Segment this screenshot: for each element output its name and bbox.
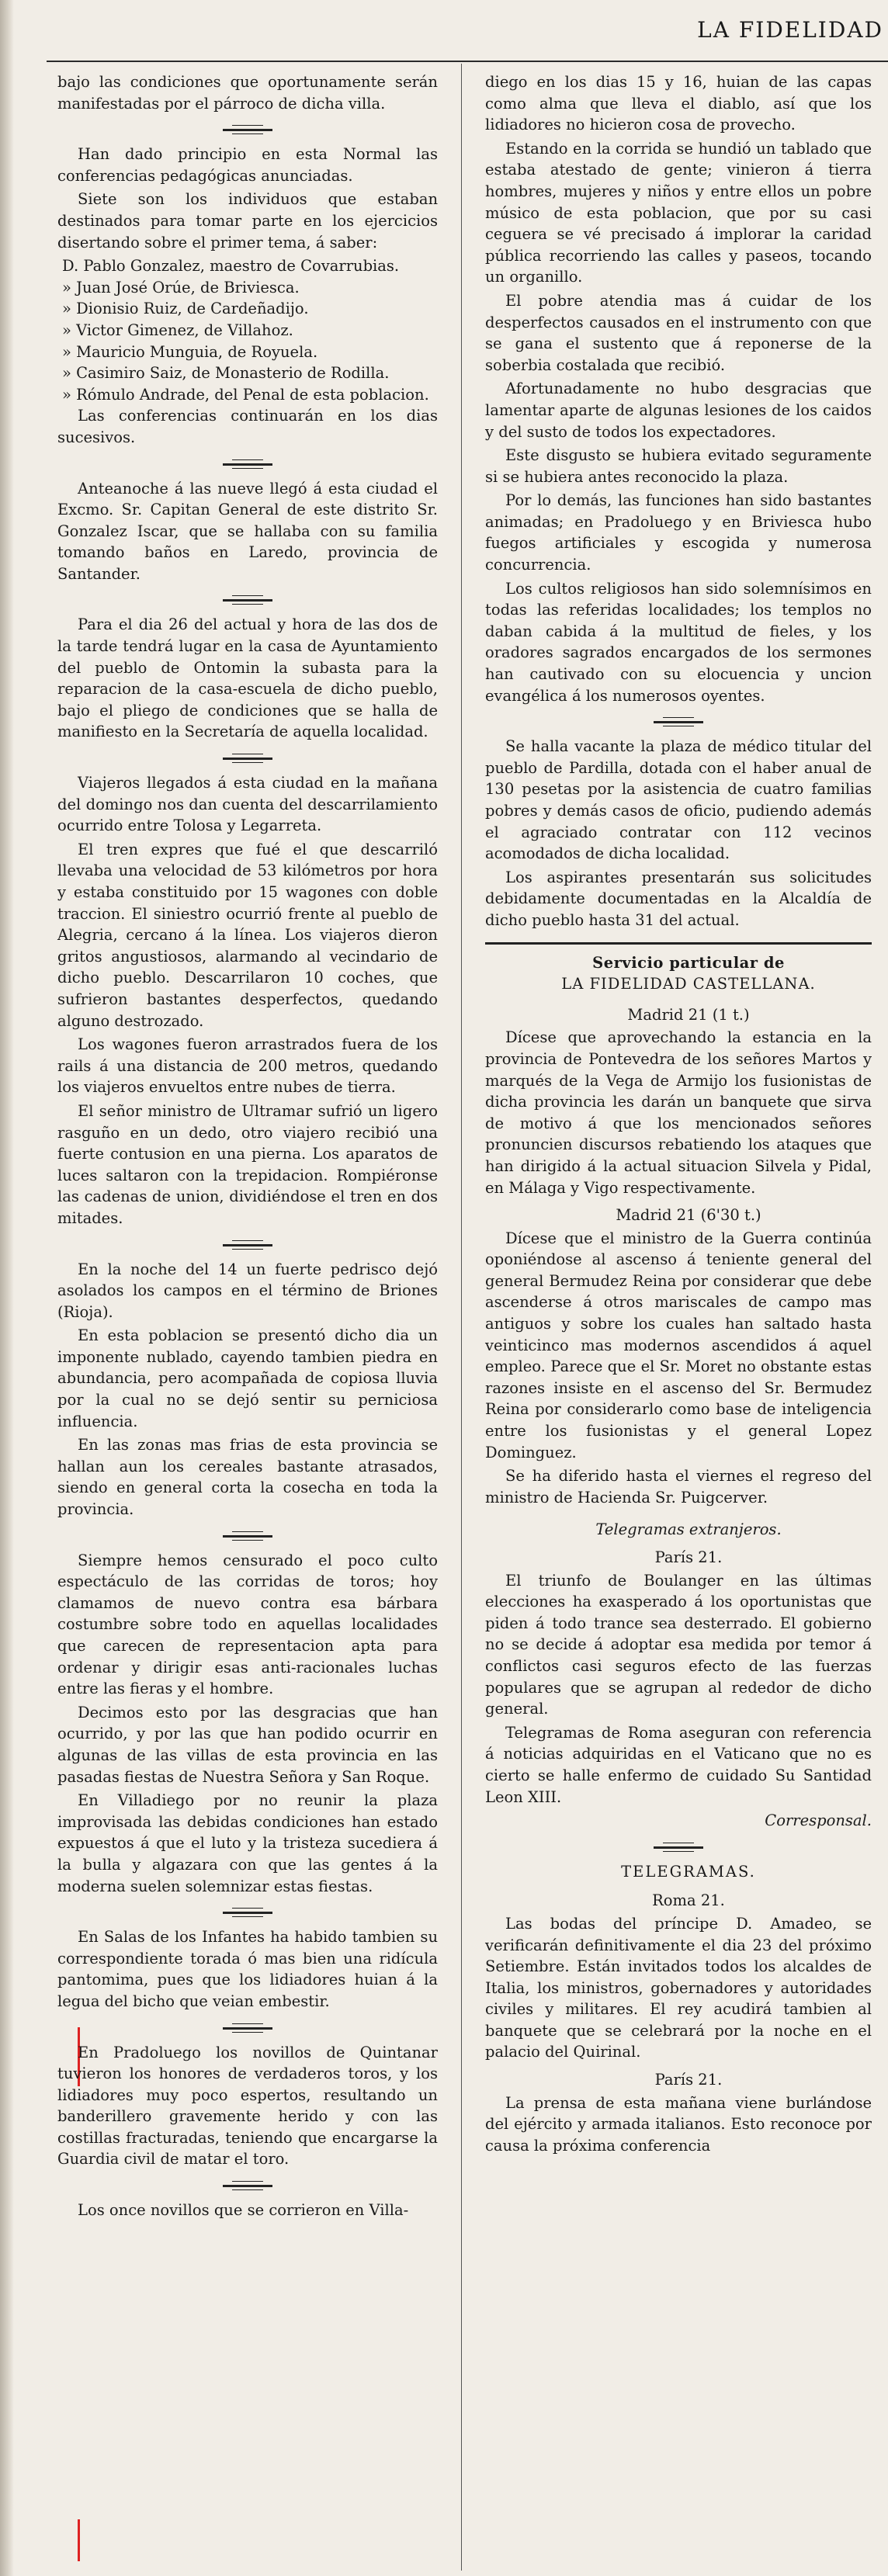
separator-ornament	[223, 2181, 272, 2190]
paragraph: Telegramas de Roma aseguran con referencia á noticias adquiridas en el Vaticano que no es cierto se halle enfermo de cuidado Su Santidad Leon XIII.	[485, 1723, 872, 1806]
paragraph: Siete son los individuos que estaban destinados para tomar parte en los ejercicios disertando sobre el primer tema, á saber:	[57, 190, 438, 251]
list-item: D. Pablo Gonzalez, maestro de Covarrubias.	[62, 257, 400, 276]
separator-ornament	[223, 1908, 272, 1917]
margin-red-mark	[78, 2519, 80, 2561]
paragraph: Los once novillos que se corrieron en Villa-	[78, 2201, 409, 2220]
paragraph: La prensa de esta mañana viene burlándose del ejército y armada italianos. Esto reconoce por causa la próxima conferencia	[485, 2093, 872, 2155]
paragraph: El tren expres que fué el que descarriló llevaba una velocidad de 53 kilómetros por hora y estaba constituido por 15 wagones con doble traccion. El siniestro ocurrió frente al pueblo de Alegria, cercano á la línea. Los viajeros dieron gritos angustiosos, alarmando al vecindario de dicho pueblo. Descarrilaron 10 coches, que sufrieron bastantes desperfectos, quedando alguno destrozado.	[57, 840, 438, 1030]
paragraph: bajo las condiciones que oportunamente serán manifestadas por el párroco de dicha villa.	[57, 73, 438, 113]
paragraph: Dícese que el ministro de la Guerra continúa oponiéndose al ascenso á teniente general del general Bermudez Reina por considerar que debe ascenderse á otros mariscales de campo mas antiguos y sobre los cuales han saltado hasta veinticinco mas modernos ascendidos á aquel empleo. Parece que el Sr. Moret no obstante estas razones insiste en el ascenso del Sr. Bermudez Reina por considerarlo como base de inteligencia entre los fusionistas y el general Lopez Dominguez.	[485, 1229, 872, 1461]
paragraph: El triunfo de Boulanger en las últimas elecciones ha exasperado á los oportunistas que piden á todo trance sea desterrado. El gobierno no se decide á adoptar esa medida por temor á conflictos casi seguros efecto de las fuerzas populares que se agrupan al rededor de dicho general.	[485, 1571, 872, 1718]
paragraph: En esta poblacion se presentó dicho dia un imponente nublado, cayendo tambien piedra en abundancia, pero acompañada de copiosa lluvia por la cual no se dejó sentir su perniciosa influencia.	[57, 1326, 438, 1430]
page-binding-edge	[0, 0, 14, 2576]
dateline: Madrid 21 (6'30 t.)	[616, 1206, 761, 1225]
paragraph: Por lo demás, las funciones han sido bastantes animadas; en Pradoluego y en Briviesca hubo fuegos artificiales y escogida y numerosa concurrencia.	[485, 491, 872, 574]
paragraph: Las bodas del príncipe D. Amadeo, se verificarán definitivamente el dia 23 del próximo Setiembre. Están invitados todos los alcaldes de Italia, los ministros, gobernadores y autoridades civiles y militares. El rey acudirá tambien al banquete que se celebrará por la noche en el palacio del Quirinal.	[485, 1914, 872, 2061]
paragraph: Han dado principio en esta Normal las conferencias pedagógicas anunciadas.	[57, 145, 438, 185]
right-column	[485, 71, 872, 2158]
paragraph: Dícese que aprovechando la estancia en la provincia de Pontevedra de los señores Martos y marqués de la Vega de Armijo los fusionistas de dicha provincia les darán un banquete que sirva de motivo á que los mencionados señores pronuncien discursos rebatiendo los ataques que han dirigido á la actual situacion Silvela y Pidal, en Málaga y Vigo respectivamente.	[485, 1028, 872, 1197]
left-column	[57, 71, 438, 2224]
paragraph: Estando en la corrida se hundió un tablado que estaba atestado de gente; vinieron á tierra hombres, mujeres y niños y entre ellos un pobre músico de esta poblacion, que por su casi ceguera se vé precisado á implorar la caridad pública recorriendo las calles y paseos, tocando un organillo.	[485, 139, 872, 286]
list-item: » Juan José Orúe, de Briviesca.	[62, 278, 300, 296]
dateline: París 21.	[654, 2071, 723, 2089]
dateline: Roma 21.	[652, 1891, 725, 1910]
separator-ornament	[223, 1240, 272, 1250]
paragraph: Los aspirantes presentarán sus solicitudes debidamente documentadas en la Alcaldía de dicho pueblo hasta 31 del actual.	[485, 868, 872, 929]
telegrams-heading: TELEGRAMAS.	[621, 1862, 756, 1881]
paragraph: El señor ministro de Ultramar sufrió un ligero rasguño en un dedo, otro viajero recibió una fuerte contusion en una pierna. Los aparatos de luces saltaron con la trepidacion. Rompiéronse las cadenas de union, dividiéndose el tren en dos mitades.	[57, 1101, 438, 1227]
paragraph: Siempre hemos censurado el poco culto espectáculo de las corridas de toros; hoy clamamos de nuevo contra esa bárbara costumbre sobre todo en aquellas localidades que carecen de representacion apta para ordenar y dirigir esas anti-racionales luchas entre las fieras y el hombre.	[57, 1551, 438, 1698]
paragraph: Las conferencias continuarán en los dias sucesivos.	[57, 407, 438, 446]
list-item: » Mauricio Munguia, de Royuela.	[62, 342, 318, 361]
paragraph: Los wagones fueron arrastrados fuera de los rails á una distancia de 200 metros, quedando los viajeros envueltos entre nubes de tierra.	[57, 1035, 438, 1097]
correspondent-signature: Corresponsal.	[765, 1812, 872, 1830]
list-item: » Casimiro Saiz, de Monasterio de Rodilla.	[62, 364, 390, 383]
separator-ornament	[654, 717, 703, 726]
paragraph: diego en los dias 15 y 16, huian de las capas como alma que lleva el diablo, así que los lidiadores no hicieron cosa de provecho.	[485, 73, 872, 134]
list-item: » Dionisio Ruiz, de Cardeñadijo.	[62, 300, 309, 318]
header-rule	[47, 61, 888, 62]
section-title: Servicio particular de	[592, 953, 785, 972]
list-item: » Victor Gimenez, de Villahoz.	[62, 321, 293, 339]
paragraph: Viajeros llegados á esta ciudad en la mañana del domingo nos dan cuenta del descarrilamiento ocurrido entre Tolosa y Legarreta.	[57, 774, 438, 835]
column-divider	[461, 64, 462, 2571]
separator-ornament	[223, 2023, 272, 2033]
paragraph: En Villadiego por no reunir la plaza improvisada las debidas condiciones han estado expuestos á que el luto y la tristeza sucediera á la bulla y algazara con que las gentes á la moderna suelen solemnizar estas fiestas.	[57, 1791, 438, 1895]
paragraph: Anteanoche á las nueve llegó á esta ciudad el Excmo. Sr. Capitan General de este distrito Sr. Gonzalez Iscar, que se hallaba con su familia tomando baños en Laredo, provincia de Santander.	[57, 479, 438, 583]
dateline: París 21.	[654, 1548, 723, 1566]
paragraph: En las zonas mas frias de esta provincia se hallan aun los cereales bastante atrasados, siendo en general corta la cosecha en toda la provincia.	[57, 1436, 438, 1519]
participants-list	[57, 255, 438, 405]
paragraph: Se ha diferido hasta el viernes el regreso del ministro de Hacienda Sr. Puigcerver.	[485, 1467, 872, 1506]
separator-ornament	[223, 754, 272, 763]
paragraph: En la noche del 14 un fuerte pedrisco dejó asolados los campos en el término de Briones (Rioja).	[57, 1260, 438, 1321]
separator-ornament	[223, 125, 272, 134]
paragraph: Para el dia 26 del actual y hora de las dos de la tarde tendrá lugar en la casa de Ayuntamiento del pueblo de Ontomin la subasta para la reparacion de la casa-escuela de dicho pueblo, bajo el pliego de condiciones que se halla de manifiesto en la Secretaría de aquella localidad.	[57, 615, 438, 741]
paragraph: Afortunadamente no hubo desgracias que lamentar aparte de algunas lesiones de los caidos y del susto de todos los expectadores.	[485, 380, 872, 441]
list-item: » Rómulo Andrade, del Penal de esta poblacion.	[62, 385, 429, 404]
paragraph: En Salas de los Infantes ha habido tambien su correspondiente torada ó mas bien una ridícula pantomima, pues que los lidiadores huian á la legua del bicho que veian embestir.	[57, 1928, 438, 2010]
paragraph: Decimos esto por las desgracias que han ocurrido, y por las que han podido ocurrir en algunas de las villas de esta provincia en las pasadas fiestas de Nuestra Señora y San Roque.	[57, 1703, 438, 1786]
foreign-telegrams-heading: Telegramas extranjeros.	[595, 1520, 782, 1539]
separator-ornament	[654, 1843, 703, 1852]
paragraph: El pobre atendia mas á cuidar de los desperfectos causados en el instrumento con que se gana el sustento que á reponerse de la soberbia costalada que recibió.	[485, 291, 872, 374]
section-rule	[485, 942, 872, 945]
paragraph: Se halla vacante la plaza de médico titular del pueblo de Pardilla, dotada con el haber anual de 130 pesetas por la asistencia de cuatro familias pobres y demás casos de oficio, pudiendo además el agraciado contratar con 112 vecinos acomodados de dicha localidad.	[485, 737, 872, 863]
dateline: Madrid 21 (1 t.)	[627, 1005, 750, 1024]
paragraph: Este disgusto se hubiera evitado seguramente si se hubiera antes reconocido la plaza.	[485, 446, 872, 486]
newspaper-header-name: LA FIDELIDAD	[697, 17, 883, 43]
separator-ornament	[223, 595, 272, 605]
separator-ornament	[223, 1531, 272, 1541]
paragraph: En Pradoluego los novillos de Quintanar tuvieron los honores de verdaderos toros, y los lidiadores muy poco espertos, resultando un banderillero gravemente herido y con las costillas fracturadas, teniendo que encargarse la Guardia civil de matar el toro.	[57, 2043, 438, 2169]
separator-ornament	[223, 459, 272, 469]
section-subtitle: LA FIDELIDAD CASTELLANA.	[561, 975, 816, 993]
paragraph: Los cultos religiosos han sido solemnísimos en todas las referidas localidades; los templos no daban cabida á la multitud de fieles, y los oradores sagrados encargados de los sermones han cautivado con su elocuencia y uncion evangélica á los numerosos oyentes.	[485, 579, 872, 705]
